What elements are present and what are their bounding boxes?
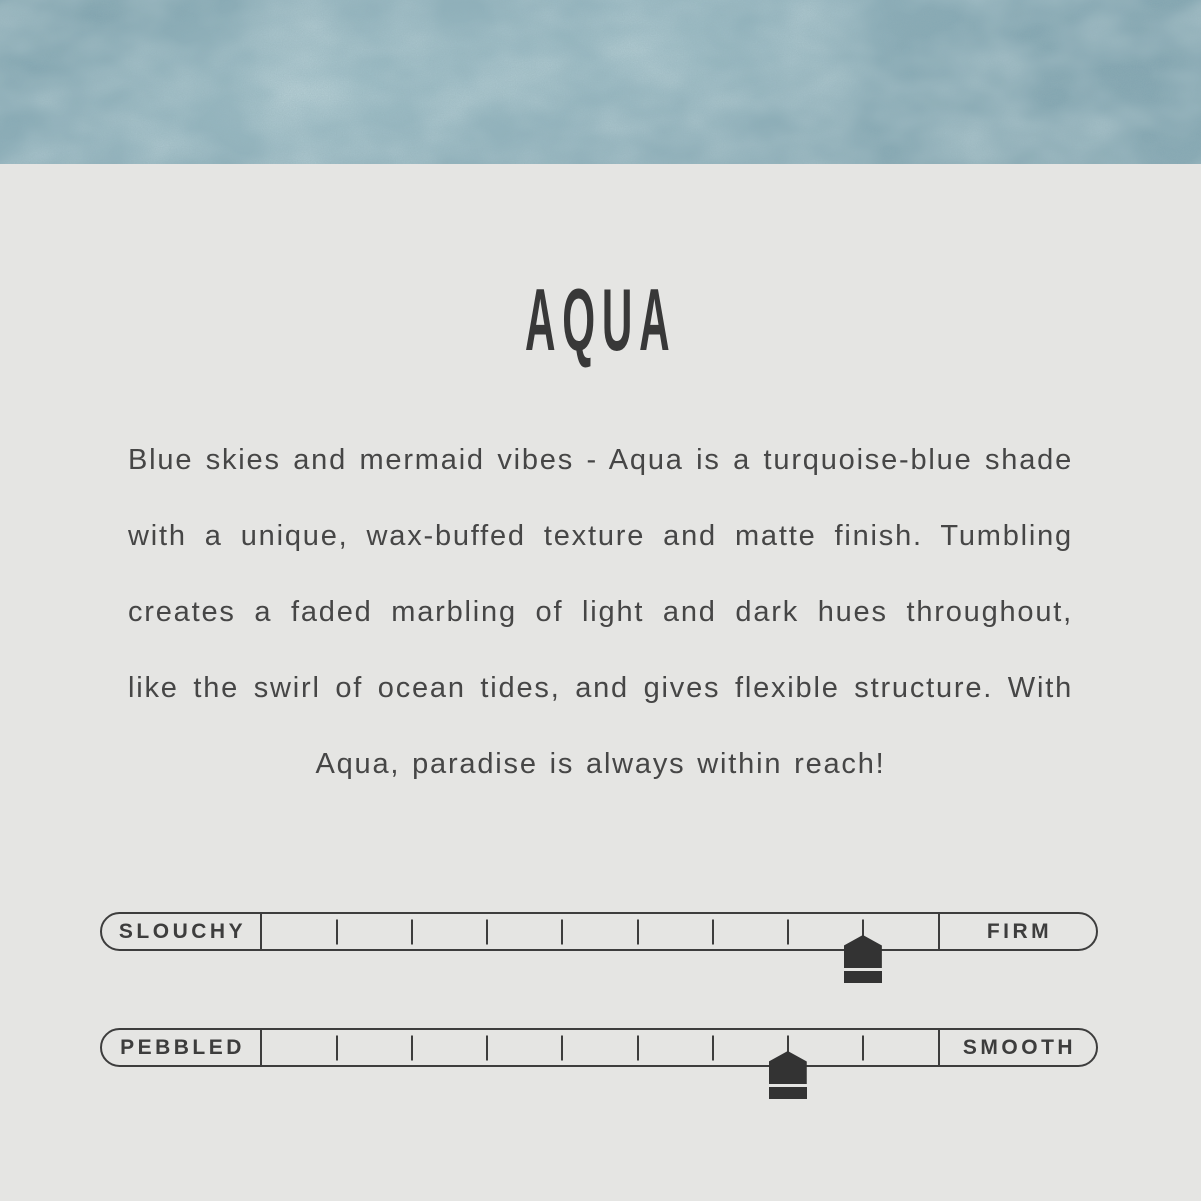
description-line-3: creates a faded marbling of light and dark hues throughout, <box>128 596 1073 628</box>
scale-tick <box>561 1035 563 1060</box>
scale-tick <box>411 919 413 944</box>
leather-texture-image <box>0 0 1201 164</box>
scale-tick <box>486 1035 488 1060</box>
scale-marker-bar <box>769 1087 807 1099</box>
scale-right-label: FIRM <box>938 914 1096 949</box>
scale-tick <box>787 919 789 944</box>
color-description <box>128 422 1073 802</box>
scale-tick <box>712 919 714 944</box>
scale-tick <box>336 1035 338 1060</box>
scale-track <box>262 914 938 949</box>
color-name-title <box>0 269 1201 370</box>
slouchy-firm-scale <box>100 912 1098 951</box>
description-line-5: Aqua, paradise is always within reach! <box>315 748 886 780</box>
scale-marker-pointer <box>769 1051 807 1084</box>
scale-left-label: SLOUCHY <box>102 914 262 949</box>
scale-tick <box>486 919 488 944</box>
description-line-2: with a unique, wax-buffed texture and matte finish. Tumbling <box>128 520 1073 552</box>
scale-left-label: PEBBLED <box>102 1030 262 1065</box>
scale-tick <box>712 1035 714 1060</box>
scale-right-label: SMOOTH <box>938 1030 1096 1065</box>
scale-tick <box>637 919 639 944</box>
color-name-text: AQUA <box>524 270 677 369</box>
scale-tick <box>336 919 338 944</box>
scale-marker <box>769 1051 807 1099</box>
scale-marker <box>844 935 882 983</box>
scale-track <box>262 1030 938 1065</box>
scale-tick <box>411 1035 413 1060</box>
pebbled-smooth-scale <box>100 1028 1098 1067</box>
scale-marker-pointer <box>844 935 882 968</box>
scale-tick <box>561 919 563 944</box>
description-line-1: Blue skies and mermaid vibes - Aqua is a turquoise-blue shade <box>128 444 1073 476</box>
scale-tick <box>637 1035 639 1060</box>
description-line-4: like the swirl of ocean tides, and gives flexible structure. With <box>128 672 1073 704</box>
scale-marker-bar <box>844 971 882 983</box>
leather-grain-overlay <box>0 0 1201 164</box>
scale-tick <box>862 1035 864 1060</box>
